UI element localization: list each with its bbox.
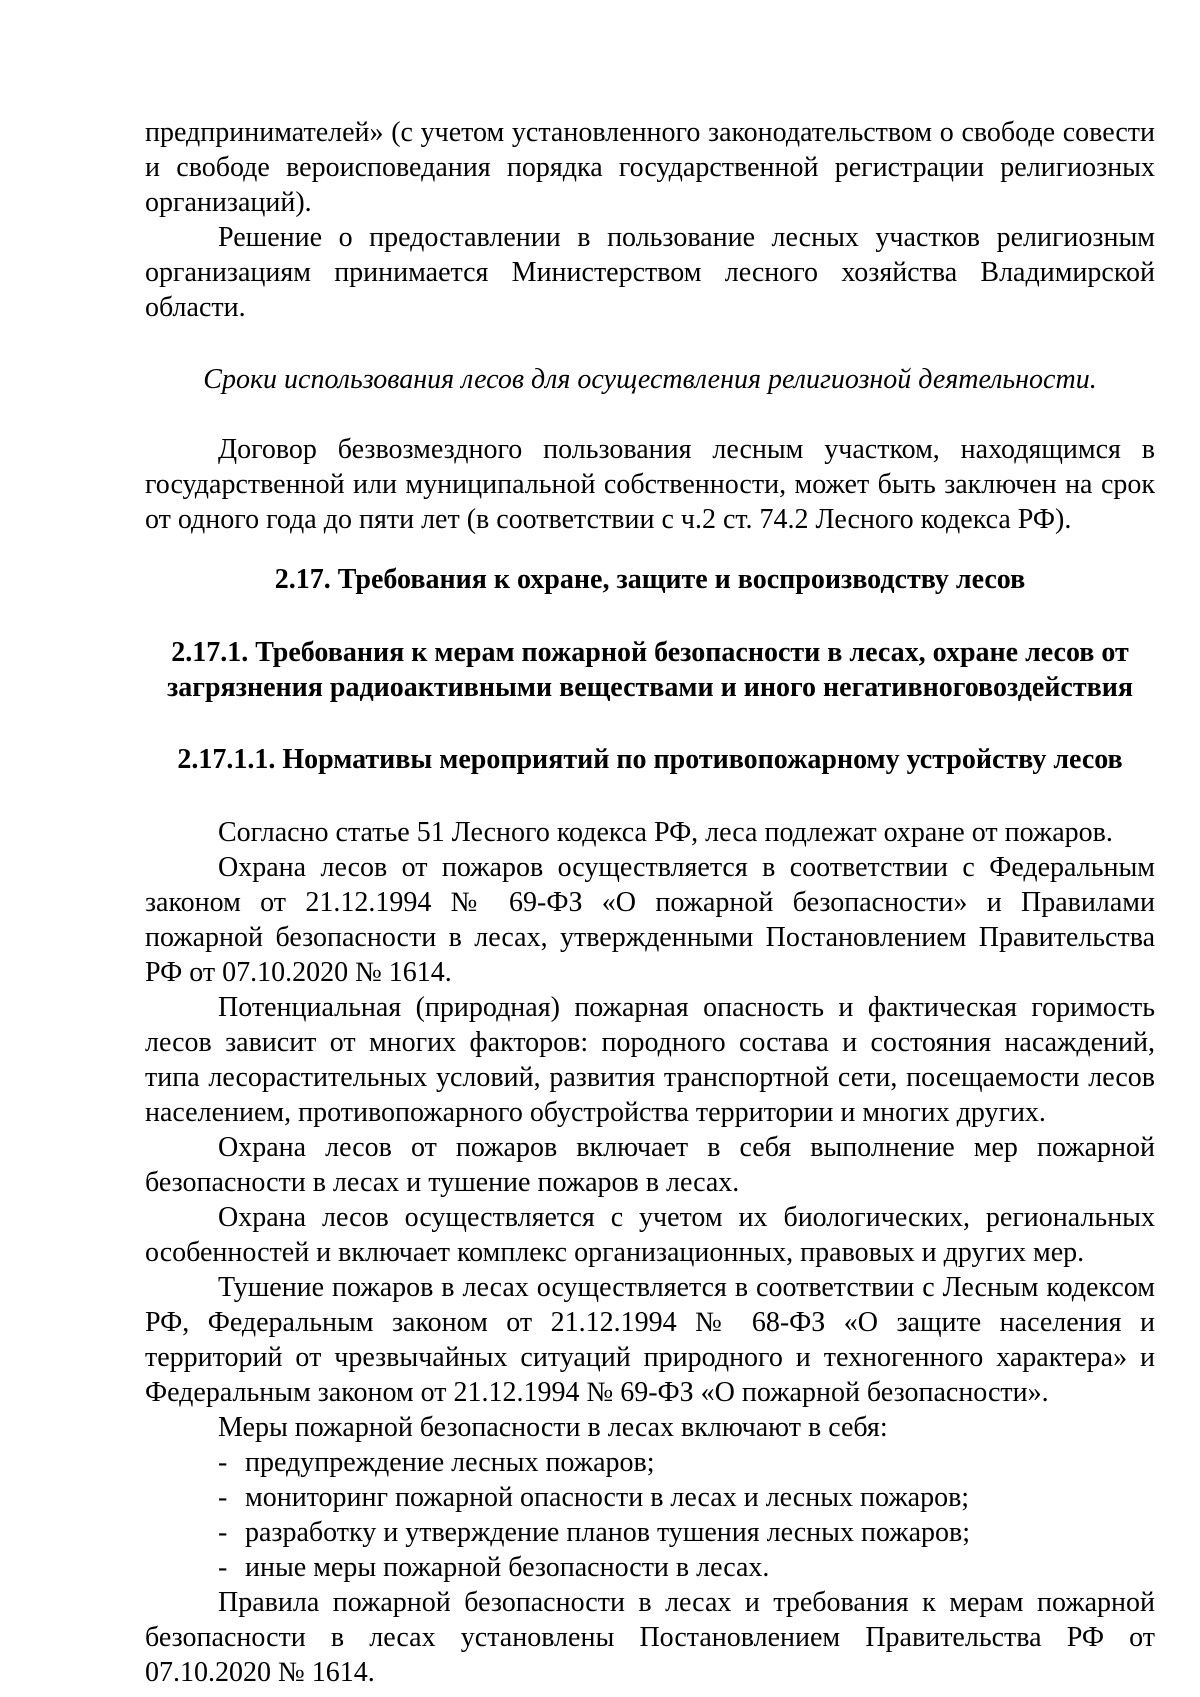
heading-2-17: 2.17. Требования к охране, защите и воспроизводству лесов — [274, 564, 1026, 595]
list-dash: - — [218, 1552, 228, 1583]
paragraph-contract-term: Договор безвозмездного пользования лесным участком, находящимся в государственной или муниципальной собственности, может быть заключен на срок от одного года до пяти лет (в соответствии с ч.2 ст. 74.2 Лесного кодекса РФ). — [145, 434, 1155, 535]
paragraph-religious-registration: предпринимателей» (с учетом установленного законодательством о свободе совести и свободе вероисповедания порядка государственной регистрации религиозных организаций). — [145, 117, 1155, 218]
list-item — [145, 1480, 1155, 1515]
paragraph-fire-rules: Правила пожарной безопасности в лесах и требования к мерам пожарной безопасности в лесах установлены Постановлением Правительства РФ от 07.10.2020 № 1614. — [145, 1587, 1155, 1688]
paragraph-fire-extinguishing: Тушение пожаров в лесах осуществляется в соответствии с Лесным кодексом РФ, Федеральным законом от 21.12.1994 № 68-ФЗ «О защите населения и территорий от чрезвычайных ситуаций природного и техногенного характера» и Федеральным законом от 21.12.1994 № 69-ФЗ «О пожарной безопасности». — [145, 1272, 1155, 1408]
paragraph-measures-intro: Меры пожарной безопасности в лесах включают в себя: — [218, 1412, 888, 1443]
list-dash: - — [218, 1482, 228, 1513]
list-item-text: иные меры пожарной безопасности в лесах. — [245, 1552, 770, 1583]
document-body — [145, 115, 1155, 1690]
paragraph-protection-measures: Охрана лесов осуществляется с учетом их биологических, региональных особенностей и включает комплекс организационных, правовых и других мер. — [145, 1202, 1155, 1268]
list-item-text: предупреждение лесных пожаров; — [245, 1447, 655, 1478]
list-item-text: разработку и утверждение планов тушения лесных пожаров; — [245, 1517, 971, 1548]
paragraph-fire-protection-includes: Охрана лесов от пожаров включает в себя выполнение мер пожарной безопасности в лесах и тушение пожаров в лесах. — [145, 1132, 1155, 1198]
paragraph-fire-danger-factors: Потенциальная (природная) пожарная опасность и фактическая горимость лесов зависит от многих факторов: породного состава и состояния насаждений, типа лесорастительных условий, развития транспортной сети, посещаемости лесов населением, противопожарного обустройства территории и многих других. — [145, 992, 1155, 1128]
list-item — [145, 1515, 1155, 1550]
italic-section-title: Сроки использования лесов для осуществления религиозной деятельности. — [203, 364, 1097, 395]
paragraph-fire-protection-law: Охрана лесов от пожаров осуществляется в соответствии с Федеральным законом от 21.12.1994 № 69-ФЗ «О пожарной безопасности» и Правилами пожарной безопасности в лесах, утвержденными Постановлением Правительства РФ от 07.10.2020 № 1614. — [145, 852, 1155, 988]
list-dash: - — [218, 1447, 228, 1478]
list-item — [145, 1445, 1155, 1480]
heading-2-17-1-1: 2.17.1.1. Нормативы мероприятий по противопожарному устройству лесов — [177, 744, 1123, 775]
list-dash: - — [218, 1517, 228, 1548]
paragraph-article-51: Согласно статье 51 Лесного кодекса РФ, леса подлежат охране от пожаров. — [218, 817, 1113, 848]
heading-2-17-1: 2.17.1. Требования к мерам пожарной безопасности в лесах, охране лесов от загрязнения радиоактивными веществами и иного негативноговоздействия — [167, 637, 1133, 703]
fire-measures-list — [145, 1445, 1155, 1585]
list-item-text: мониторинг пожарной опасности в лесах и лесных пожаров; — [245, 1482, 970, 1513]
paragraph-ministry-decision: Решение о предоставлении в пользование лесных участков религиозным организациям принимается Министерством лесного хозяйства Владимирской области. — [145, 222, 1155, 323]
list-item — [145, 1550, 1155, 1585]
